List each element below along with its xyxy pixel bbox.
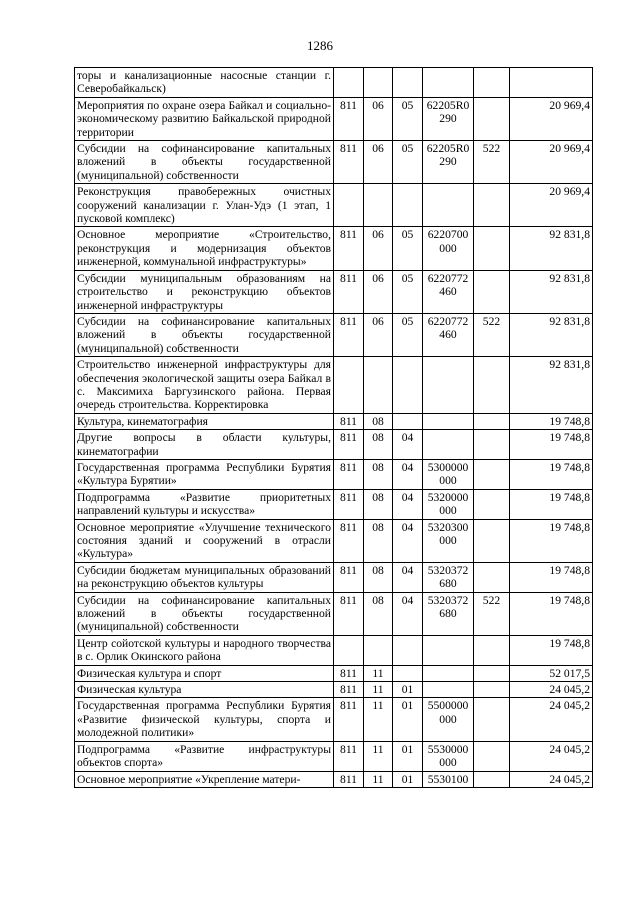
table-row [75, 430, 593, 460]
cell-subsection: 05 [393, 270, 423, 313]
table-row [75, 270, 593, 313]
table-row [75, 68, 593, 98]
cell-sum: 92 831,8 [510, 227, 593, 270]
cell-section [364, 184, 393, 227]
cell-section: 11 [364, 741, 393, 771]
cell-subsection [393, 357, 423, 414]
cell-expense-type [474, 357, 510, 414]
cell-name: Субсидии на софинансирование капитальных вложений в объекты государственной (муниципальной) собственности [75, 141, 334, 184]
cell-target-article [423, 184, 474, 227]
cell-subsection: 01 [393, 698, 423, 741]
table-row [75, 519, 593, 562]
cell-name: Строительство инженерной инфраструктуры для обеспечения экологической защиты озера Байкал в с. Максимиха Баргузинского района. Первая очередь строительства. Корректировка [75, 357, 334, 414]
table-row [75, 771, 593, 787]
cell-sum: 92 831,8 [510, 270, 593, 313]
table-row [75, 227, 593, 270]
cell-name: Основное мероприятие «Улучшение технического состояния зданий и сооружений в отрасли «Культура» [75, 519, 334, 562]
cell-section: 08 [364, 413, 393, 429]
cell-target-article: 5320372680 [423, 592, 474, 635]
cell-section: 08 [364, 430, 393, 460]
page-number: 1286 [307, 38, 333, 53]
cell-target-article: 5530000000 [423, 741, 474, 771]
cell-subsection: 04 [393, 459, 423, 489]
cell-grbs: 811 [334, 592, 364, 635]
cell-section: 08 [364, 592, 393, 635]
cell-name: Мероприятия по охране озера Байкал и социально-экономическому развитию Байкальской природной территории [75, 97, 334, 140]
cell-expense-type [474, 635, 510, 665]
cell-sum: 19 748,8 [510, 635, 593, 665]
cell-subsection: 01 [393, 682, 423, 698]
cell-target-article [423, 430, 474, 460]
cell-section [364, 68, 393, 98]
cell-grbs [334, 184, 364, 227]
cell-sum: 19 748,8 [510, 489, 593, 519]
table-row [75, 741, 593, 771]
cell-grbs: 811 [334, 459, 364, 489]
cell-grbs: 811 [334, 519, 364, 562]
cell-expense-type [474, 771, 510, 787]
cell-section: 08 [364, 519, 393, 562]
cell-target-article: 62205R0290 [423, 97, 474, 140]
cell-name: Государственная программа Республики Бурятия «Культура Бурятии» [75, 459, 334, 489]
cell-grbs: 811 [334, 682, 364, 698]
cell-grbs: 811 [334, 270, 364, 313]
cell-name: Государственная программа Республики Бурятия «Развитие физической культуры, спорта и молодежной политики» [75, 698, 334, 741]
cell-subsection: 01 [393, 771, 423, 787]
cell-sum [510, 68, 593, 98]
cell-name: Субсидии муниципальным образованиям на строительство и реконструкцию объектов инженерной инфраструктуры [75, 270, 334, 313]
cell-name: Культура, кинематография [75, 413, 334, 429]
table-row [75, 562, 593, 592]
cell-subsection: 04 [393, 519, 423, 562]
cell-section: 11 [364, 698, 393, 741]
cell-name: Реконструкция правобережных очистных сооружений канализации г. Улан-Удэ (1 этап, 1 пусковой комплекс) [75, 184, 334, 227]
cell-section: 08 [364, 489, 393, 519]
cell-target-article: 5320300000 [423, 519, 474, 562]
cell-subsection [393, 68, 423, 98]
cell-target-article [423, 682, 474, 698]
cell-subsection: 05 [393, 313, 423, 356]
table-body [75, 68, 593, 788]
cell-grbs [334, 635, 364, 665]
cell-name: Основное мероприятие «Укрепление матери- [75, 771, 334, 787]
cell-target-article: 5530100 [423, 771, 474, 787]
cell-subsection: 05 [393, 227, 423, 270]
table-row [75, 141, 593, 184]
cell-expense-type [474, 413, 510, 429]
cell-expense-type [474, 97, 510, 140]
cell-expense-type [474, 459, 510, 489]
cell-expense-type [474, 682, 510, 698]
cell-sum: 24 045,2 [510, 771, 593, 787]
cell-section [364, 357, 393, 414]
cell-expense-type [474, 562, 510, 592]
cell-sum: 19 748,8 [510, 592, 593, 635]
cell-name: Физическая культура [75, 682, 334, 698]
cell-section: 06 [364, 270, 393, 313]
table-row [75, 698, 593, 741]
cell-grbs: 811 [334, 97, 364, 140]
cell-target-article: 5320372680 [423, 562, 474, 592]
cell-target-article: 5320000000 [423, 489, 474, 519]
cell-sum: 20 969,4 [510, 184, 593, 227]
cell-expense-type [474, 270, 510, 313]
cell-name: Физическая культура и спорт [75, 665, 334, 681]
cell-grbs: 811 [334, 141, 364, 184]
cell-name: Субсидии бюджетам муниципальных образований на реконструкцию объектов культуры [75, 562, 334, 592]
cell-sum: 24 045,2 [510, 741, 593, 771]
cell-expense-type [474, 665, 510, 681]
cell-expense-type: 522 [474, 313, 510, 356]
cell-grbs: 811 [334, 413, 364, 429]
cell-subsection: 04 [393, 430, 423, 460]
cell-grbs: 811 [334, 562, 364, 592]
cell-target-article: 5300000000 [423, 459, 474, 489]
cell-subsection: 04 [393, 592, 423, 635]
cell-target-article [423, 68, 474, 98]
cell-section: 06 [364, 97, 393, 140]
cell-sum: 19 748,8 [510, 459, 593, 489]
cell-section: 08 [364, 562, 393, 592]
cell-expense-type: 522 [474, 141, 510, 184]
cell-section: 08 [364, 459, 393, 489]
cell-section: 11 [364, 771, 393, 787]
cell-name: Основное мероприятие «Строительство, реконструкция и модернизация объектов инженерной, коммунальной инфраструктуры» [75, 227, 334, 270]
cell-sum: 20 969,4 [510, 141, 593, 184]
cell-expense-type [474, 68, 510, 98]
cell-grbs [334, 68, 364, 98]
cell-name: Другие вопросы в области культуры, кинематографии [75, 430, 334, 460]
table-row [75, 635, 593, 665]
table-row [75, 413, 593, 429]
cell-subsection [393, 413, 423, 429]
cell-target-article: 6220772460 [423, 313, 474, 356]
cell-subsection [393, 665, 423, 681]
cell-target-article: 62205R0290 [423, 141, 474, 184]
table-row [75, 489, 593, 519]
cell-target-article [423, 413, 474, 429]
cell-subsection: 04 [393, 489, 423, 519]
cell-name: Центр сойотской культуры и народного творчества в с. Орлик Окинского района [75, 635, 334, 665]
cell-expense-type [474, 698, 510, 741]
cell-grbs: 811 [334, 489, 364, 519]
cell-name: Субсидии на софинансирование капитальных вложений в объекты государственной (муниципальной) собственности [75, 592, 334, 635]
cell-sum: 19 748,8 [510, 430, 593, 460]
table-row [75, 184, 593, 227]
cell-sum: 52 017,5 [510, 665, 593, 681]
cell-target-article: 5500000000 [423, 698, 474, 741]
cell-name: Субсидии на софинансирование капитальных вложений в объекты государственной (муниципальной) собственности [75, 313, 334, 356]
cell-grbs: 811 [334, 741, 364, 771]
cell-grbs: 811 [334, 771, 364, 787]
cell-expense-type [474, 227, 510, 270]
cell-sum: 24 045,2 [510, 698, 593, 741]
cell-name: Подпрограмма «Развитие приоритетных направлений культуры и искусства» [75, 489, 334, 519]
cell-grbs: 811 [334, 665, 364, 681]
cell-grbs: 811 [334, 698, 364, 741]
cell-sum: 19 748,8 [510, 519, 593, 562]
cell-target-article [423, 635, 474, 665]
cell-sum: 20 969,4 [510, 97, 593, 140]
cell-expense-type [474, 430, 510, 460]
cell-expense-type [474, 741, 510, 771]
cell-section: 06 [364, 227, 393, 270]
cell-sum: 19 748,8 [510, 562, 593, 592]
cell-expense-type [474, 184, 510, 227]
cell-subsection: 04 [393, 562, 423, 592]
cell-section: 11 [364, 665, 393, 681]
table-row [75, 97, 593, 140]
cell-subsection [393, 635, 423, 665]
cell-grbs: 811 [334, 430, 364, 460]
table-row [75, 313, 593, 356]
cell-subsection: 05 [393, 141, 423, 184]
cell-sum: 92 831,8 [510, 357, 593, 414]
cell-target-article: 6220772460 [423, 270, 474, 313]
table-row [75, 682, 593, 698]
cell-name: Подпрограмма «Развитие инфраструктуры объектов спорта» [75, 741, 334, 771]
cell-target-article [423, 665, 474, 681]
cell-name: торы и канализационные насосные станции г. Северобайкальск) [75, 68, 334, 98]
cell-expense-type [474, 489, 510, 519]
cell-subsection: 01 [393, 741, 423, 771]
table-row [75, 592, 593, 635]
cell-section [364, 635, 393, 665]
cell-section: 06 [364, 141, 393, 184]
cell-subsection [393, 184, 423, 227]
cell-section: 11 [364, 682, 393, 698]
cell-subsection: 05 [393, 97, 423, 140]
cell-sum: 19 748,8 [510, 413, 593, 429]
cell-target-article [423, 357, 474, 414]
cell-target-article: 6220700000 [423, 227, 474, 270]
cell-section: 06 [364, 313, 393, 356]
cell-grbs [334, 357, 364, 414]
cell-grbs: 811 [334, 313, 364, 356]
cell-expense-type [474, 519, 510, 562]
table-row [75, 665, 593, 681]
table-row [75, 357, 593, 414]
cell-grbs: 811 [334, 227, 364, 270]
budget-table [74, 67, 593, 788]
cell-expense-type: 522 [474, 592, 510, 635]
table-row [75, 459, 593, 489]
cell-sum: 92 831,8 [510, 313, 593, 356]
cell-sum: 24 045,2 [510, 682, 593, 698]
